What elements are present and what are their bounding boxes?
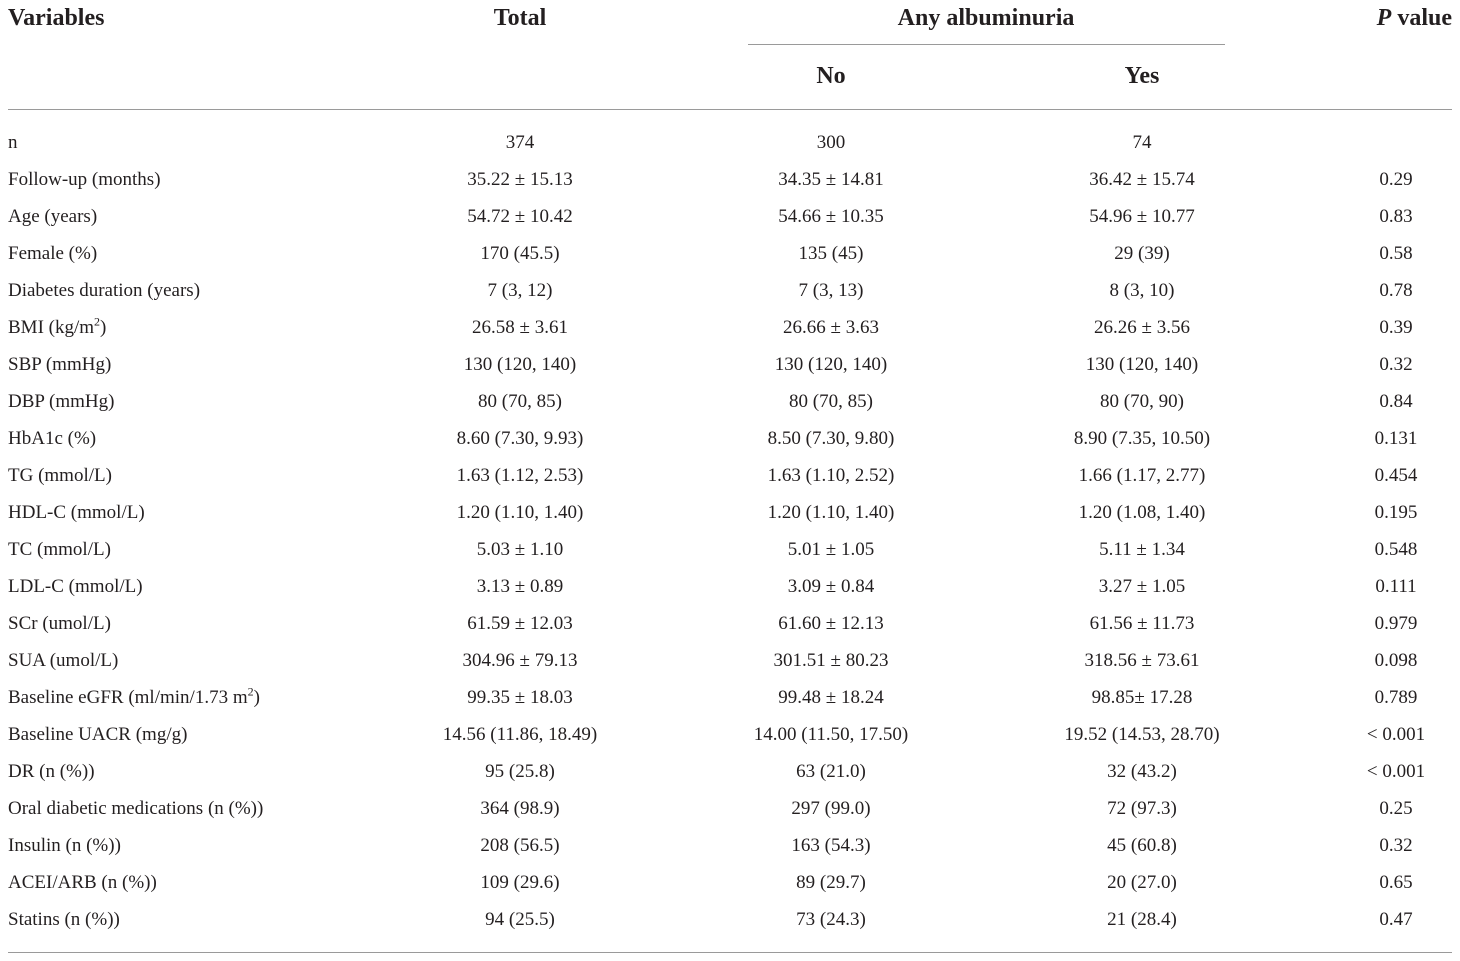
cell-yes: 3.27 ± 1.05	[1098, 575, 1186, 597]
cell-p: 0.25	[1379, 797, 1413, 819]
cell-total: 54.72 ± 10.42	[467, 205, 573, 227]
cell-total: 26.58 ± 3.61	[472, 316, 568, 338]
header-any-albuminuria: Any albuminuria	[897, 5, 1075, 31]
cell-p: 0.29	[1379, 168, 1413, 190]
cell-p: 0.58	[1379, 242, 1413, 264]
table-row	[0, 716, 1460, 753]
cell-yes: 130 (120, 140)	[1085, 353, 1199, 375]
row-label	[0, 420, 330, 457]
table-row	[0, 642, 1460, 679]
cell-total: 8.60 (7.30, 9.93)	[456, 427, 584, 449]
cell-no: 89 (29.7)	[796, 871, 866, 893]
cell-no: 63 (21.0)	[796, 760, 866, 782]
row-label-text: SCr (umol/L)	[8, 612, 111, 634]
table-row	[0, 420, 1460, 457]
cell-no: 73 (24.3)	[796, 908, 866, 930]
row-label-text: Diabetes duration (years)	[8, 279, 201, 301]
table-row	[0, 346, 1460, 383]
cell-no: 34.35 ± 14.81	[778, 168, 884, 190]
cell-total: 94 (25.5)	[485, 908, 555, 930]
row-label	[0, 494, 330, 531]
row-label	[0, 753, 330, 790]
row-label	[0, 864, 330, 901]
header-p-rest: value	[1391, 5, 1452, 31]
cell-yes: 45 (60.8)	[1107, 834, 1177, 856]
cell-total: 109 (29.6)	[480, 871, 560, 893]
cell-p: 0.32	[1379, 834, 1413, 856]
table-row	[0, 864, 1460, 901]
row-label	[0, 716, 330, 753]
row-label	[0, 790, 330, 827]
cell-yes: 80 (70, 90)	[1100, 390, 1184, 412]
row-label-text: Insulin (n (%))	[8, 834, 121, 856]
cell-no: 297 (99.0)	[791, 797, 871, 819]
cell-p: 0.548	[1374, 538, 1418, 560]
cell-p: 0.979	[1374, 612, 1418, 634]
header-yes: Yes	[1124, 63, 1160, 89]
cell-no: 99.48 ± 18.24	[778, 686, 884, 708]
table-row	[0, 161, 1460, 198]
table-row	[0, 272, 1460, 309]
cell-p: 0.098	[1374, 649, 1418, 671]
header-rule	[8, 109, 1452, 110]
table-row	[0, 309, 1460, 346]
cell-total: 130 (120, 140)	[463, 353, 577, 375]
cell-no: 3.09 ± 0.84	[787, 575, 875, 597]
row-label-text: SUA (umol/L)	[8, 649, 119, 671]
cell-yes: 8 (3, 10)	[1109, 279, 1175, 301]
cell-no: 8.50 (7.30, 9.80)	[767, 427, 895, 449]
row-label-text: HbA1c (%)	[8, 427, 97, 449]
group-underline	[748, 44, 1225, 45]
row-label	[0, 272, 330, 309]
cell-total: 35.22 ± 15.13	[467, 168, 573, 190]
cell-p: 0.84	[1379, 390, 1413, 412]
row-label-suffix: )	[253, 686, 260, 708]
table-row	[0, 457, 1460, 494]
row-label	[0, 235, 330, 272]
row-label	[0, 161, 330, 198]
cell-p: 0.83	[1379, 205, 1413, 227]
table-row	[0, 383, 1460, 420]
cell-yes: 32 (43.2)	[1107, 760, 1177, 782]
row-label-text: Statins (n (%))	[8, 908, 120, 930]
row-label	[0, 124, 330, 161]
cell-yes: 54.96 ± 10.77	[1089, 205, 1195, 227]
table-row	[0, 531, 1460, 568]
table-row	[0, 568, 1460, 605]
row-label-text: Oral diabetic medications (n (%))	[8, 797, 264, 819]
cell-total: 80 (70, 85)	[478, 390, 562, 412]
cell-p: 0.78	[1379, 279, 1413, 301]
cell-yes: 5.11 ± 1.34	[1099, 538, 1185, 560]
cell-p: 0.111	[1375, 575, 1417, 597]
row-label-text: DR (n (%))	[8, 760, 95, 782]
cell-yes: 61.56 ± 11.73	[1089, 612, 1195, 634]
row-label	[0, 679, 330, 716]
cell-no: 163 (54.3)	[791, 834, 871, 856]
row-label-text: ACEI/ARB (n (%))	[8, 871, 157, 893]
cell-p: 0.131	[1374, 427, 1418, 449]
cell-no: 26.66 ± 3.63	[783, 316, 879, 338]
cell-p: 0.454	[1374, 464, 1418, 486]
cell-yes: 74	[1132, 131, 1152, 153]
cell-total: 95 (25.8)	[485, 760, 555, 782]
cell-yes: 29 (39)	[1114, 242, 1170, 264]
cell-total: 170 (45.5)	[480, 242, 560, 264]
row-label-text: DBP (mmHg)	[8, 390, 115, 412]
cell-no: 14.00 (11.50, 17.50)	[753, 723, 909, 745]
cell-yes: 8.90 (7.35, 10.50)	[1073, 427, 1211, 449]
row-label-text: SBP (mmHg)	[8, 353, 112, 375]
bottom-rule	[8, 952, 1452, 953]
row-label	[0, 568, 330, 605]
cell-yes: 26.26 ± 3.56	[1094, 316, 1190, 338]
cell-yes: 318.56 ± 73.61	[1084, 649, 1200, 671]
cell-yes: 20 (27.0)	[1107, 871, 1177, 893]
table-row	[0, 605, 1460, 642]
row-label-text: Female (%)	[8, 242, 98, 264]
cell-yes: 1.20 (1.08, 1.40)	[1078, 501, 1206, 523]
cell-p: 0.65	[1379, 871, 1413, 893]
cell-p	[1332, 124, 1460, 161]
cell-p: 0.39	[1379, 316, 1413, 338]
cell-no: 130 (120, 140)	[774, 353, 888, 375]
cell-yes: 36.42 ± 15.74	[1089, 168, 1195, 190]
row-label-text: LDL-C (mmol/L)	[8, 575, 143, 597]
cell-yes: 98.85± 17.28	[1091, 686, 1193, 708]
cell-total: 1.20 (1.10, 1.40)	[456, 501, 584, 523]
cell-total: 5.03 ± 1.10	[476, 538, 564, 560]
cell-no: 80 (70, 85)	[789, 390, 873, 412]
cell-total: 374	[505, 131, 535, 153]
table-row	[0, 901, 1460, 938]
cell-total: 208 (56.5)	[480, 834, 560, 856]
cell-p: < 0.001	[1366, 723, 1426, 745]
row-label	[0, 457, 330, 494]
row-label-superscript: 2	[247, 684, 254, 699]
table-row	[0, 827, 1460, 864]
cell-no: 7 (3, 13)	[798, 279, 864, 301]
row-label	[0, 901, 330, 938]
table-row	[0, 235, 1460, 272]
header-total: Total	[493, 5, 547, 31]
row-label	[0, 346, 330, 383]
cell-no: 61.60 ± 12.13	[778, 612, 884, 634]
row-label-text: BMI (kg/m	[8, 316, 95, 338]
table-row	[0, 790, 1460, 827]
cell-p: 0.789	[1374, 686, 1418, 708]
row-label	[0, 642, 330, 679]
row-label-text: HDL-C (mmol/L)	[8, 501, 145, 523]
cell-no: 300	[816, 131, 846, 153]
cell-no: 5.01 ± 1.05	[787, 538, 875, 560]
cell-no: 1.63 (1.10, 2.52)	[767, 464, 895, 486]
row-label-text: Follow-up (months)	[8, 168, 161, 190]
cell-total: 99.35 ± 18.03	[467, 686, 573, 708]
table-row	[0, 753, 1460, 790]
row-label	[0, 531, 330, 568]
header-variables: Variables	[8, 5, 105, 31]
cell-no: 135 (45)	[798, 242, 864, 264]
table-row	[0, 494, 1460, 531]
cell-p: < 0.001	[1366, 760, 1426, 782]
header-no: No	[816, 63, 846, 89]
cell-total: 364 (98.9)	[480, 797, 560, 819]
cell-p: 0.195	[1374, 501, 1418, 523]
row-label-text: Baseline eGFR (ml/min/1.73 m	[8, 686, 248, 708]
cell-yes: 72 (97.3)	[1107, 797, 1177, 819]
row-label-text: n	[8, 131, 18, 153]
table-row	[0, 679, 1460, 716]
cell-yes: 1.66 (1.17, 2.77)	[1078, 464, 1206, 486]
cell-total: 304.96 ± 79.13	[462, 649, 578, 671]
cell-total: 3.13 ± 0.89	[476, 575, 564, 597]
cell-no: 301.51 ± 80.23	[773, 649, 889, 671]
row-label-text: TC (mmol/L)	[8, 538, 111, 560]
table-row	[0, 198, 1460, 235]
cell-yes: 19.52 (14.53, 28.70)	[1064, 723, 1220, 745]
cell-total: 14.56 (11.86, 18.49)	[442, 723, 598, 745]
data-table	[0, 124, 1460, 938]
row-label	[0, 309, 330, 346]
row-label-text: TG (mmol/L)	[8, 464, 112, 486]
cell-no: 54.66 ± 10.35	[778, 205, 884, 227]
row-label-superscript: 2	[94, 314, 101, 329]
row-label	[0, 198, 330, 235]
row-label-text: Age (years)	[8, 205, 98, 227]
table-body	[0, 124, 1460, 938]
cell-no: 1.20 (1.10, 1.40)	[767, 501, 895, 523]
row-label	[0, 827, 330, 864]
cell-p: 0.47	[1379, 908, 1413, 930]
cell-total: 61.59 ± 12.03	[467, 612, 573, 634]
table-row	[0, 124, 1460, 161]
row-label	[0, 605, 330, 642]
cell-total: 1.63 (1.12, 2.53)	[456, 464, 584, 486]
row-label	[0, 383, 330, 420]
cell-p: 0.32	[1379, 353, 1413, 375]
cell-yes: 21 (28.4)	[1107, 908, 1177, 930]
row-label-text: Baseline UACR (mg/g)	[8, 723, 188, 745]
cell-total: 7 (3, 12)	[487, 279, 553, 301]
header-p-value	[1377, 4, 1452, 32]
row-label-suffix: )	[100, 316, 107, 338]
header-p-letter: P	[1376, 5, 1392, 31]
